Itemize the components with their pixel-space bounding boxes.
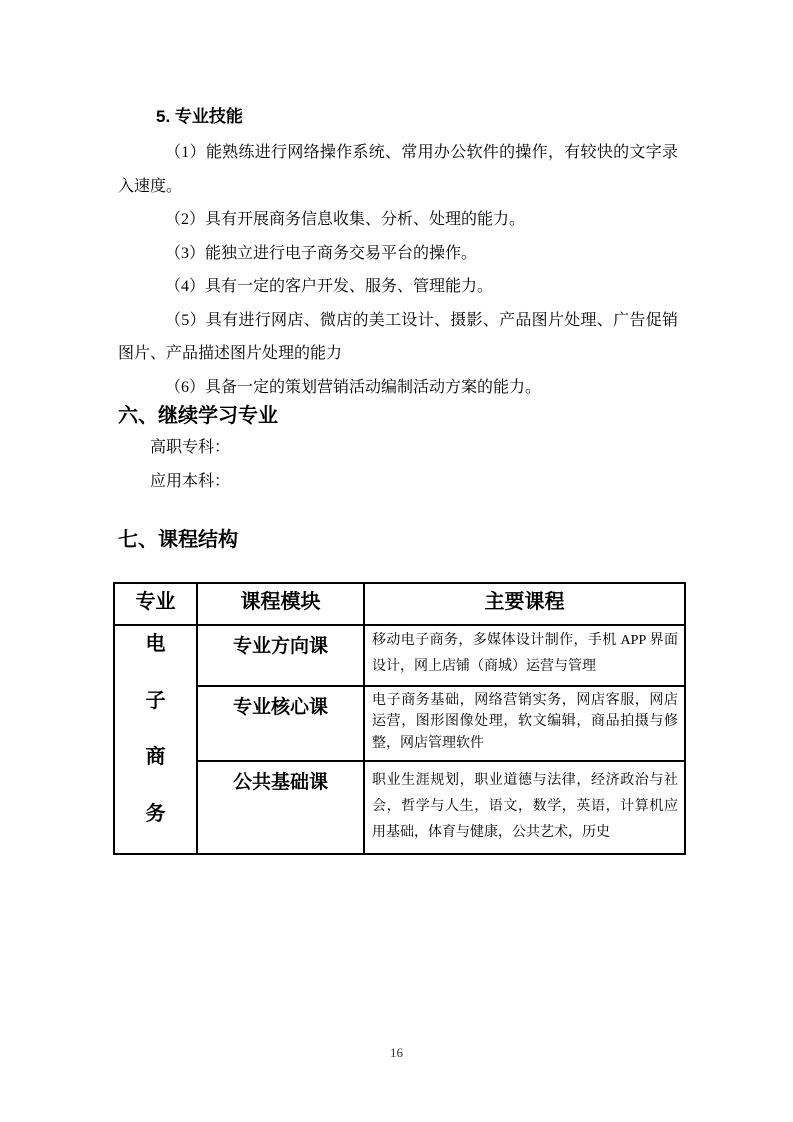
major-char: 电 <box>145 633 166 655</box>
major-char: 子 <box>145 689 166 712</box>
course-structure-table <box>113 582 686 855</box>
skill-item: （6）具备一定的策划营销活动编制活动方案的能力。 <box>165 378 542 396</box>
higher-vocational-line: 高职专科： <box>150 439 231 456</box>
continue-study-heading: 六、继续学习专业 <box>118 405 278 427</box>
skills-list <box>118 136 678 404</box>
major-char: 商 <box>145 746 166 769</box>
header-main-courses: 主要课程 <box>364 583 685 625</box>
continue-study-lines <box>150 431 230 498</box>
header-module: 课程模块 <box>197 583 364 625</box>
table-row <box>114 761 685 854</box>
skill-item: （2）具有开展商务信息收集、分析、处理的能力。 <box>165 211 526 228</box>
courses-cell: 电子商务基础，网络营销实务，网店客服，网店运营，图形图像处理，软文编辑，商品拍摄与修整，网店管理软件 <box>364 686 685 761</box>
module-cell: 公共基础课 <box>197 761 364 854</box>
courses-cell: 职业生涯规划，职业道德与法律，经济政治与社会，哲学与人生，语文，数学，英语，计算机应用基础，体育与健康，公共艺术，历史 <box>364 761 685 854</box>
module-cell: 专业方向课 <box>197 625 364 686</box>
skills-section-heading: 5. 专业技能 <box>156 107 243 126</box>
major-vertical-label <box>115 626 196 853</box>
course-structure-heading: 七、课程结构 <box>118 529 238 551</box>
major-cell <box>114 625 197 854</box>
skill-item: （1）能熟练进行网络操作系统、常用办公软件的操作，有较快的文字录入速度。 <box>118 144 678 195</box>
skill-item: （3）能独立进行电子商务交易平台的操作。 <box>165 244 478 262</box>
page-number: 16 <box>390 1045 403 1060</box>
table-header-row <box>114 583 685 625</box>
module-cell: 专业核心课 <box>197 686 364 761</box>
header-major: 专业 <box>114 583 197 625</box>
major-char: 务 <box>145 802 166 825</box>
skill-item: （4）具有一定的客户开发、服务、管理能力。 <box>165 278 494 295</box>
table-row <box>114 686 685 761</box>
table-row <box>114 625 685 686</box>
courses-cell: 移动电子商务，多媒体设计制作，手机 APP 界面设计，网上店铺（商城）运营与管理 <box>364 625 685 686</box>
skill-item: （5）具有进行网店、微店的美工设计、摄影、产品图片处理、广告促销图片、产品描述图片处理的能力 <box>118 311 678 362</box>
applied-bachelor-line: 应用本科： <box>150 472 231 490</box>
